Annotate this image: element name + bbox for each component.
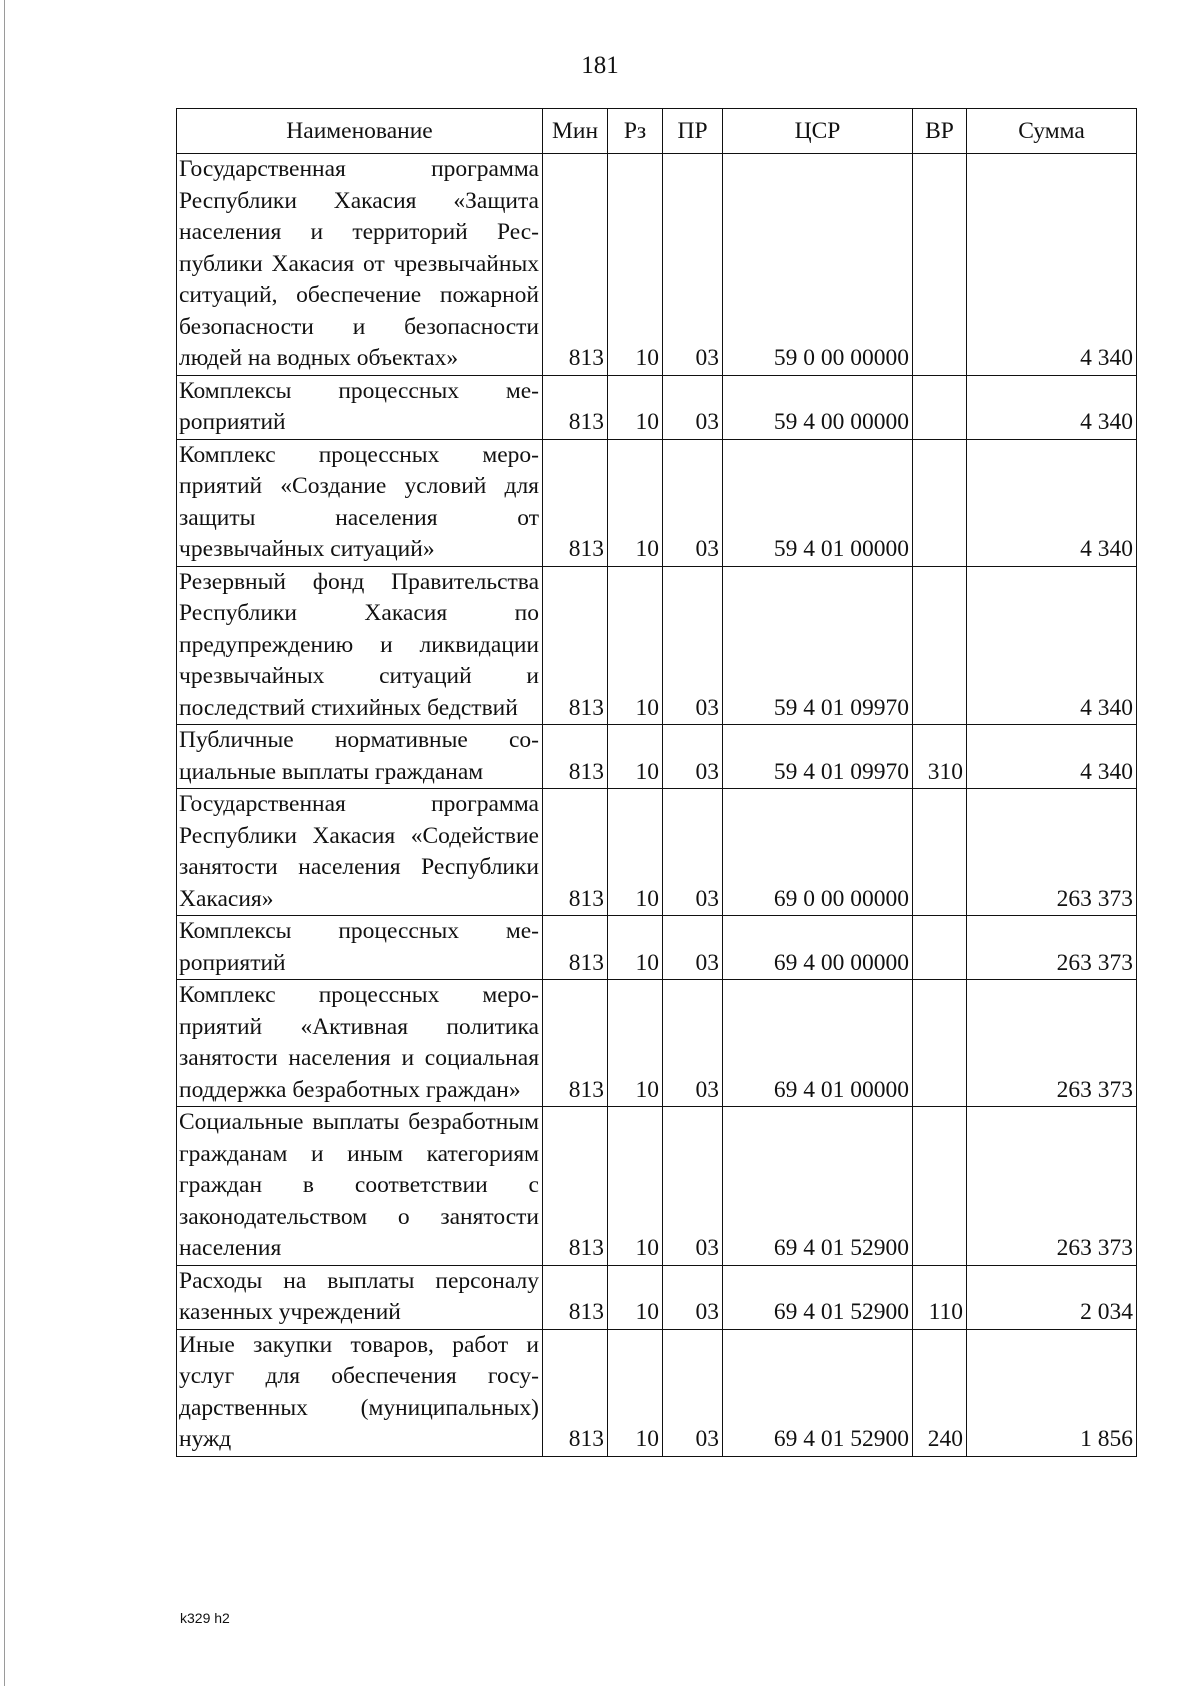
row-vr bbox=[913, 789, 967, 916]
row-rz: 10 bbox=[608, 154, 663, 376]
row-name: Государственная программа Республики Хакасия «Защита населения и территорий Республики Хакасия от чрезвычайных ситуаций, обеспечение пожарной безопасности и безопасности людей на водных объектах» bbox=[177, 154, 543, 376]
row-vr bbox=[913, 154, 967, 376]
row-csr: 59 4 01 09970 bbox=[723, 566, 913, 725]
row-sum: 2 034 bbox=[967, 1265, 1137, 1329]
table-row bbox=[177, 566, 1137, 725]
row-rz: 10 bbox=[608, 980, 663, 1107]
header-min: Мин bbox=[543, 109, 608, 154]
row-pr: 03 bbox=[663, 980, 723, 1107]
row-sum: 4 340 bbox=[967, 375, 1137, 439]
row-min: 813 bbox=[543, 725, 608, 789]
table-row bbox=[177, 1329, 1137, 1456]
row-name: Комплекс процессных мероприятий «Активная политика занятости населения и социальная поддержка безработных граждан» bbox=[177, 980, 543, 1107]
row-vr: 310 bbox=[913, 725, 967, 789]
table-row bbox=[177, 725, 1137, 789]
row-rz: 10 bbox=[608, 789, 663, 916]
row-name: Расходы на выплаты персоналу казенных учреждений bbox=[177, 1265, 543, 1329]
row-pr: 03 bbox=[663, 916, 723, 980]
row-pr: 03 bbox=[663, 154, 723, 376]
row-name: Публичные нормативные социальные выплаты гражданам bbox=[177, 725, 543, 789]
row-vr bbox=[913, 566, 967, 725]
row-sum: 263 373 bbox=[967, 789, 1137, 916]
table-row bbox=[177, 154, 1137, 376]
row-csr: 59 4 00 00000 bbox=[723, 375, 913, 439]
footer-code: k329 h2 bbox=[180, 1610, 230, 1626]
row-csr: 69 4 00 00000 bbox=[723, 916, 913, 980]
row-rz: 10 bbox=[608, 375, 663, 439]
row-min: 813 bbox=[543, 375, 608, 439]
header-sum: Сумма bbox=[967, 109, 1137, 154]
row-pr: 03 bbox=[663, 1329, 723, 1456]
row-min: 813 bbox=[543, 1107, 608, 1266]
row-rz: 10 bbox=[608, 1329, 663, 1456]
row-name: Комплексы процессных мероприятий bbox=[177, 375, 543, 439]
row-name: Государственная программа Республики Хакасия «Содействие занятости населения Республики Хакасия» bbox=[177, 789, 543, 916]
row-pr: 03 bbox=[663, 725, 723, 789]
row-min: 813 bbox=[543, 439, 608, 566]
row-csr: 69 4 01 52900 bbox=[723, 1329, 913, 1456]
header-name: Наименование bbox=[177, 109, 543, 154]
row-csr: 69 0 00 00000 bbox=[723, 789, 913, 916]
row-pr: 03 bbox=[663, 1107, 723, 1266]
row-vr bbox=[913, 1107, 967, 1266]
row-sum: 4 340 bbox=[967, 154, 1137, 376]
header-vr: ВР bbox=[913, 109, 967, 154]
row-vr: 240 bbox=[913, 1329, 967, 1456]
table-row bbox=[177, 439, 1137, 566]
row-name: Комплекс процессных мероприятий «Создание условий для защиты населения от чрезвычайных ситуаций» bbox=[177, 439, 543, 566]
row-pr: 03 bbox=[663, 566, 723, 725]
table-header-row bbox=[177, 109, 1137, 154]
row-sum: 4 340 bbox=[967, 725, 1137, 789]
page-number: 181 bbox=[581, 52, 619, 79]
row-min: 813 bbox=[543, 1329, 608, 1456]
row-csr: 69 4 01 52900 bbox=[723, 1107, 913, 1266]
row-rz: 10 bbox=[608, 916, 663, 980]
table-row bbox=[177, 980, 1137, 1107]
row-vr bbox=[913, 916, 967, 980]
row-min: 813 bbox=[543, 980, 608, 1107]
row-vr bbox=[913, 375, 967, 439]
row-pr: 03 bbox=[663, 789, 723, 916]
row-vr bbox=[913, 980, 967, 1107]
row-name: Резервный фонд Правительства Республики Хакасия по предупреждению и ликвидации чрезвычайных ситуаций и последствий стихийных бедствий bbox=[177, 566, 543, 725]
row-rz: 10 bbox=[608, 566, 663, 725]
row-csr: 69 4 01 00000 bbox=[723, 980, 913, 1107]
table-row bbox=[177, 916, 1137, 980]
table-row bbox=[177, 375, 1137, 439]
table-row bbox=[177, 1265, 1137, 1329]
row-rz: 10 bbox=[608, 439, 663, 566]
row-rz: 10 bbox=[608, 1107, 663, 1266]
row-sum: 263 373 bbox=[967, 1107, 1137, 1266]
row-csr: 59 4 01 09970 bbox=[723, 725, 913, 789]
row-min: 813 bbox=[543, 566, 608, 725]
row-sum: 1 856 bbox=[967, 1329, 1137, 1456]
row-min: 813 bbox=[543, 789, 608, 916]
table-row bbox=[177, 1107, 1137, 1266]
header-rz: Рз bbox=[608, 109, 663, 154]
row-min: 813 bbox=[543, 154, 608, 376]
table-row bbox=[177, 789, 1137, 916]
row-rz: 10 bbox=[608, 725, 663, 789]
row-pr: 03 bbox=[663, 1265, 723, 1329]
scan-edge-line bbox=[4, 0, 5, 1686]
row-sum: 4 340 bbox=[967, 439, 1137, 566]
header-csr: ЦСР bbox=[723, 109, 913, 154]
row-min: 813 bbox=[543, 1265, 608, 1329]
row-sum: 263 373 bbox=[967, 916, 1137, 980]
row-name: Комплексы процессных мероприятий bbox=[177, 916, 543, 980]
row-rz: 10 bbox=[608, 1265, 663, 1329]
row-sum: 4 340 bbox=[967, 566, 1137, 725]
header-pr: ПР bbox=[663, 109, 723, 154]
row-min: 813 bbox=[543, 916, 608, 980]
row-csr: 69 4 01 52900 bbox=[723, 1265, 913, 1329]
row-csr: 59 4 01 00000 bbox=[723, 439, 913, 566]
row-vr bbox=[913, 439, 967, 566]
row-vr: 110 bbox=[913, 1265, 967, 1329]
row-csr: 59 0 00 00000 bbox=[723, 154, 913, 376]
row-pr: 03 bbox=[663, 375, 723, 439]
row-sum: 263 373 bbox=[967, 980, 1137, 1107]
budget-table bbox=[176, 108, 1137, 1457]
row-name: Иные закупки товаров, работ и услуг для обеспечения государственных (муниципальных) нужд bbox=[177, 1329, 543, 1456]
row-name: Социальные выплаты безработным гражданам и иным категориям граждан в соответствии с законодательством о занятости населения bbox=[177, 1107, 543, 1266]
row-pr: 03 bbox=[663, 439, 723, 566]
